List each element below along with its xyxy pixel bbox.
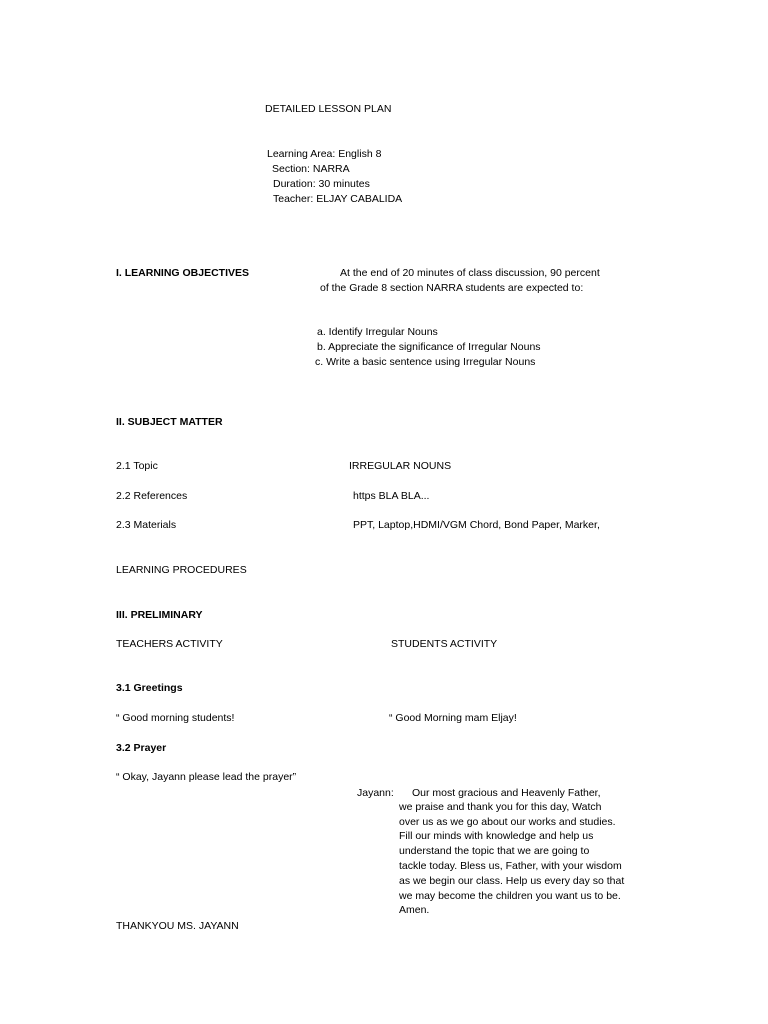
prayer-line: understand the topic that we are going to: [399, 845, 590, 857]
objective-item: a. Identify Irregular Nouns: [317, 326, 438, 338]
teachers-activity-header: TEACHERS ACTIVITY: [116, 638, 223, 650]
duration-info: Duration: 30 minutes: [273, 178, 370, 190]
references-label: 2.2 References: [116, 490, 188, 502]
materials-value: PPT, Laptop,HDMI/VGM Chord, Bond Paper, Marker,: [353, 519, 600, 531]
section-info: Section: NARRA: [272, 163, 350, 175]
prayer-line: we praise and thank you for this day, Watch: [399, 801, 602, 813]
prayer-line: Fill our minds with knowledge and help us: [399, 830, 594, 842]
materials-label: 2.3 Materials: [116, 519, 177, 531]
prayer-line: we may become the children you want us to be.: [399, 890, 621, 902]
objective-item: c. Write a basic sentence using Irregular Nouns: [315, 356, 536, 368]
prayer-line: as we begin our class. Help us every day so that: [399, 875, 625, 887]
greetings-heading: 3.1 Greetings: [116, 682, 183, 694]
closing-thanks: THANKYOU MS. JAYANN: [116, 920, 239, 932]
preliminary-heading: III. PRELIMINARY: [116, 609, 203, 621]
prayer-line: over us as we go about our works and studies.: [399, 816, 616, 828]
topic-value: IRREGULAR NOUNS: [349, 460, 452, 472]
topic-label: 2.1 Topic: [116, 460, 158, 472]
prayer-line: tackle today. Bless us, Father, with your wisdom: [399, 860, 622, 872]
students-greeting: “ Good Morning mam Eljay!: [389, 712, 517, 724]
references-value: https BLA BLA...: [353, 490, 430, 502]
prayer-line: Our most gracious and Heavenly Father,: [412, 787, 601, 799]
students-activity-header: STUDENTS ACTIVITY: [391, 638, 498, 650]
document-title: DETAILED LESSON PLAN: [265, 103, 392, 115]
objectives-intro-line1: At the end of 20 minutes of class discussion, 90 percent: [340, 267, 600, 279]
teacher-greeting: “ Good morning students!: [116, 712, 235, 724]
prayer-line: Amen.: [399, 904, 430, 916]
procedures-heading: LEARNING PROCEDURES: [116, 564, 247, 576]
teacher-info: Teacher: ELJAY CABALIDA: [273, 193, 403, 205]
teacher-prayer-request: “ Okay, Jayann please lead the prayer”: [116, 771, 297, 783]
prayer-heading: 3.2 Prayer: [116, 742, 167, 754]
subject-matter-heading: II. SUBJECT MATTER: [116, 416, 223, 428]
prayer-speaker: Jayann:: [357, 787, 394, 799]
objectives-intro-line2: of the Grade 8 section NARRA students are expected to:: [320, 282, 584, 294]
objective-item: b. Appreciate the significance of Irregular Nouns: [317, 341, 541, 353]
objectives-heading: I. LEARNING OBJECTIVES: [116, 267, 250, 279]
learning-area: Learning Area: English 8: [267, 148, 382, 160]
